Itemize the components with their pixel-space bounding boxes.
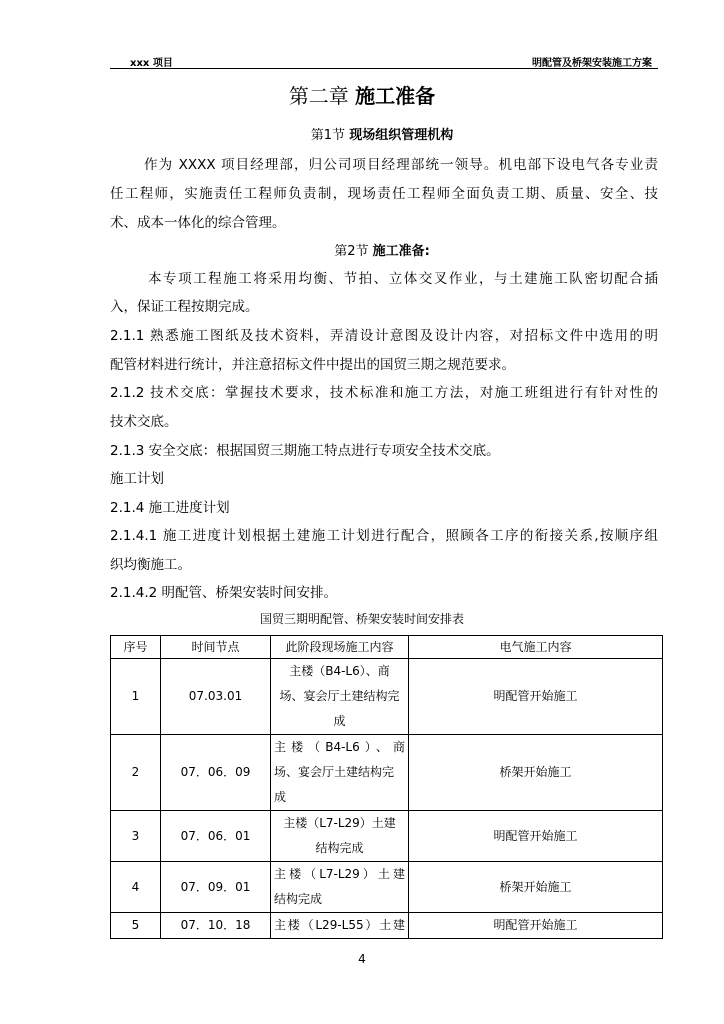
row-work: 桥架开始施工 xyxy=(409,862,663,913)
row-stage xyxy=(271,862,409,913)
section-2-line: 技术交底。 xyxy=(110,414,178,430)
chapter-heading xyxy=(0,80,724,109)
row-stage xyxy=(271,811,409,862)
row-date: 07.03.01 xyxy=(161,659,271,735)
section-2-number: 第2节 xyxy=(334,244,369,259)
section-2-line: 配管材料进行统计，并注意招标文件中提出的国贸三期之规范要求。 xyxy=(110,357,515,373)
schedule-table xyxy=(110,635,663,939)
page-header xyxy=(110,52,658,69)
row-number: 1 xyxy=(111,659,161,735)
table-header-row xyxy=(111,636,663,659)
row-stage xyxy=(271,913,409,939)
section-1-heading xyxy=(0,124,724,143)
page-number: 4 xyxy=(358,952,366,966)
row-number: 4 xyxy=(111,862,161,913)
section-1-line: 术、成本一体化的综合管理。 xyxy=(110,215,286,231)
section-2-line: 2.1.4.2 明配管、桥架安装时间安排。 xyxy=(110,585,338,601)
section-2-line: 2.1.3 安全交底：根据国贸三期施工特点进行专项安全技术交底。 xyxy=(110,443,500,459)
row-date: 07．09．01 xyxy=(161,862,271,913)
stage-line: 场、宴会厅土建结构完 xyxy=(279,689,400,703)
section-2-line: 2.1.2 技术交底：掌握技术要求，技术标准和施工方法，对施工班组进行有针对性的 xyxy=(110,385,658,401)
header-cell: 序号 xyxy=(111,636,161,659)
table-row xyxy=(111,659,663,735)
section-1-line: 任工程师，实施责任工程师负责制，现场责任工程师全面负责工期、质量、安全、技 xyxy=(110,186,658,202)
section-2-line: 2.1.4 施工进度计划 xyxy=(110,500,230,516)
header-document-title: 明配管及桥架安装施工方案 xyxy=(532,58,652,69)
table-row xyxy=(111,735,663,811)
row-number: 2 xyxy=(111,735,161,811)
row-number: 5 xyxy=(111,913,161,939)
section-2-title: 施工准备: xyxy=(372,244,430,259)
header-cell: 此阶段现场施工内容 xyxy=(271,636,409,659)
stage-line: 成 xyxy=(274,790,287,804)
row-stage xyxy=(271,735,409,811)
section-1-line: 作为 XXXX 项目经理部，归公司项目经理部统一领导。机电部下设电气各专业责 xyxy=(144,157,658,173)
section-2-line: 2.1.4.1 施工进度计划根据土建施工计划进行配合，照顾各工序的衔接关系,按顺序组 xyxy=(110,528,658,544)
section-1-title: 现场组织管理机构 xyxy=(349,128,454,143)
row-number: 3 xyxy=(111,811,161,862)
row-date: 07．06．01 xyxy=(161,811,271,862)
stage-line: 结构完成 xyxy=(315,841,364,855)
section-2-line: 织均衡施工。 xyxy=(110,557,191,573)
section-2-line: 施工计划 xyxy=(110,471,164,487)
table-row xyxy=(111,862,663,913)
chapter-title: 施工准备 xyxy=(355,84,436,108)
section-1-number: 第1节 xyxy=(310,128,346,143)
row-work: 明配管开始施工 xyxy=(409,913,663,939)
row-date: 07．06．09 xyxy=(161,735,271,811)
section-2-line: 本专项工程施工将采用均衡、节拍、立体交叉作业，与土建施工队密切配合插 xyxy=(148,271,658,287)
header-project-name: xxx 项目 xyxy=(130,58,173,69)
section-2-line: 入，保证工程按期完成。 xyxy=(110,299,259,315)
row-work: 桥架开始施工 xyxy=(409,735,663,811)
stage-line: 主楼（L29-L55）土建 xyxy=(274,918,405,932)
stage-line: 成 xyxy=(333,714,346,728)
header-cell: 时间节点 xyxy=(161,636,271,659)
row-work: 明配管开始施工 xyxy=(409,659,663,735)
row-date: 07．10．18 xyxy=(161,913,271,939)
row-stage xyxy=(271,659,409,735)
stage-line: 场、宴会厅土建结构完 xyxy=(274,765,395,779)
stage-line: 主楼（L7-L29）土建 xyxy=(274,867,405,881)
chapter-number: 第二章 xyxy=(288,84,349,108)
section-2-heading xyxy=(0,240,724,259)
row-work: 明配管开始施工 xyxy=(409,811,663,862)
stage-line: 结构完成 xyxy=(274,892,323,906)
table-title: 国贸三期明配管、桥架安装时间安排表 xyxy=(259,612,464,626)
stage-line: 主楼（B4-L6）、商 xyxy=(274,740,405,754)
table-row xyxy=(111,811,663,862)
stage-line: 主楼（B4-L6）、商 xyxy=(289,664,390,678)
table-row xyxy=(111,913,663,939)
header-cell: 电气施工内容 xyxy=(409,636,663,659)
section-2-line: 2.1.1 熟悉施工图纸及技术资料，弄清设计意图及设计内容，对招标文件中选用的明 xyxy=(110,328,658,344)
stage-line: 主楼（L7-L29）土建 xyxy=(283,816,396,830)
